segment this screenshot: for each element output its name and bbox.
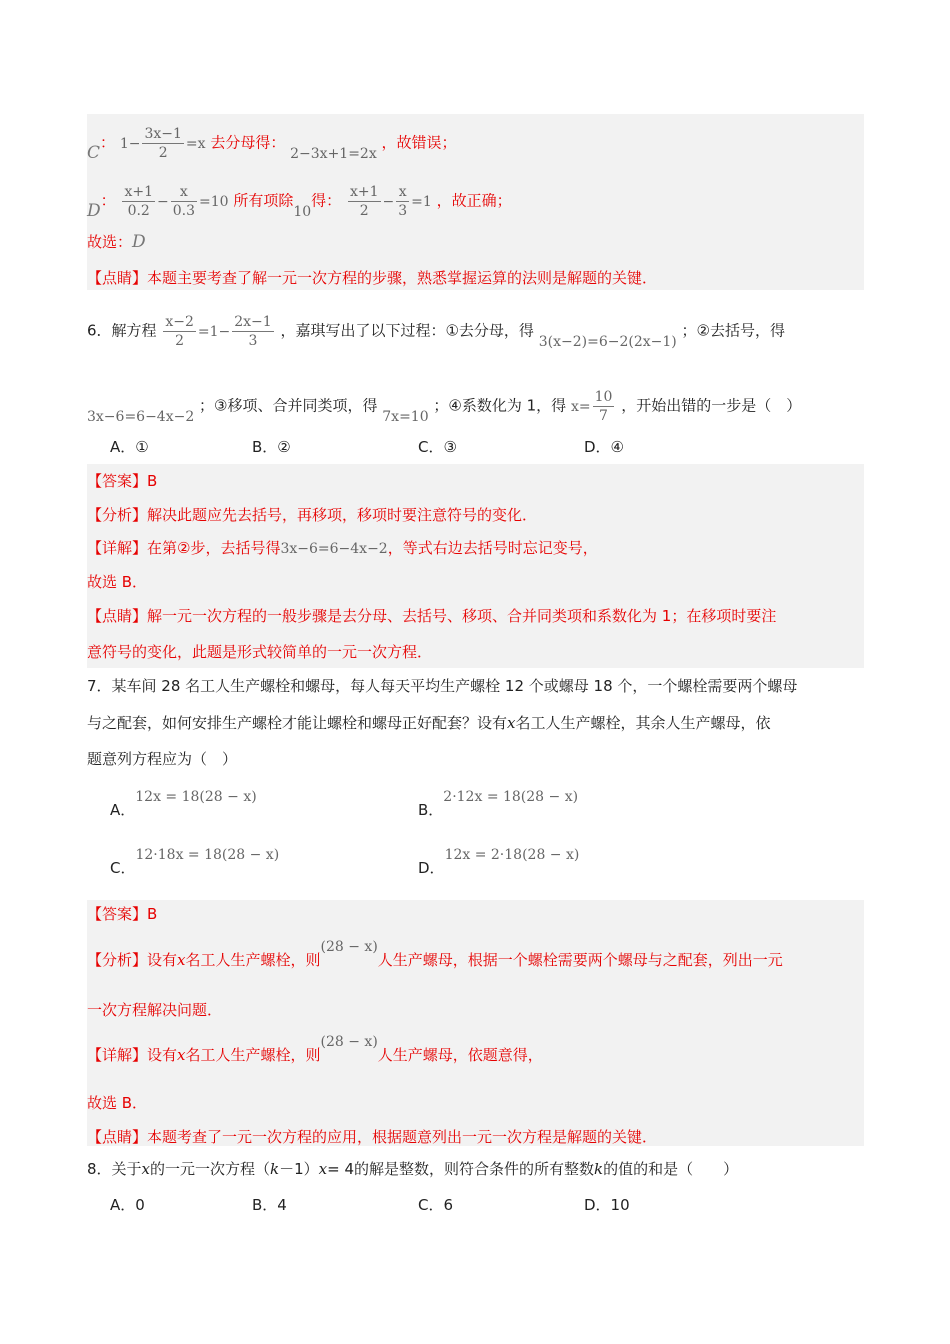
q6-review-line2: 意符号的变化，此题是形式较简单的一元一次方程． [87,643,433,661]
q8-option-b[interactable]: B．4 [252,1196,287,1214]
q7-conclusion: 故选 B． [87,1094,148,1112]
option-d-analysis: D： $\frac{x+1}{0.2}$ − $\frac{x}{0.3}$ =10 所有项除10得： $\frac{x+1}{2}$ − $\frac{x}{3}$ =1 ，故正确； [87,184,512,221]
q6-step2-equation: 3x−6=6−4x−2 [87,408,195,425]
c-label: C [87,142,101,163]
q6-option-a[interactable]: A．① [110,438,149,456]
q7-answer: 【答案】B [87,905,158,923]
solution-block-q7 [87,900,864,1146]
q6-step3-equation: 7x=10 [382,408,429,425]
solution-block-q6 [87,464,864,668]
q6-analysis: 【分析】解决此题应先去括号，再移项，移项时要注意符号的变化． [87,506,538,524]
q7-analysis-line1: 【分析】设有x名工人生产螺栓，则(28 − x)人生产螺母，根据一个螺栓需要两个螺母与之配套，列出一元 [87,939,783,969]
q6-option-c[interactable]: C．③ [418,438,457,456]
q7-stem-line3: 题意列方程应为（ ） [87,750,238,768]
q6-answer: 【答案】B [87,472,158,490]
q6-detail-equation: 3x−6=6−4x−2 [280,541,388,557]
q5-choice: 故选：D [87,232,146,252]
q6-option-b[interactable]: B．② [252,438,291,456]
q8-option-d[interactable]: D．10 [584,1196,630,1214]
c-original-equation: 1− $\frac{3x-1}{2}$ =x [119,126,206,161]
q7-option-c[interactable]: C．12·18x = 18(28 − x) [110,847,280,877]
q8-option-c[interactable]: C．6 [418,1196,454,1214]
q7-option-a[interactable]: A．12x = 18(28 − x) [110,789,257,819]
q6-review-line1: 【点睛】解一元一次方程的一般步骤是去分母、去括号、移项、合并同类项和系数化为 1；在移项时要注 [87,607,777,625]
q6-step1-equation: 3(x−2)=6−2(2x−1) [538,333,677,350]
q7-stem-line2: 与之配套，如何安排生产螺栓才能让螺栓和螺母正好配套？设有x名工人生产螺栓，其余人生产螺母，依 [87,714,771,732]
q7-option-d[interactable]: D．12x = 2·18(28 − x) [418,847,580,877]
q6-option-d[interactable]: D．④ [584,438,624,456]
q6-detail: 【详解】在第②步，去括号得3x−6=6−4x−2，等式右边去括号时忘记变号， [87,539,598,557]
d-result-equation: $\frac{x+1}{2}$ − $\frac{x}{3}$ =1 [349,184,432,219]
q6-conclusion: 故选 B． [87,573,148,591]
q7-analysis-line2: 一次方程解决问题． [87,1001,223,1019]
c-result-equation: 2−3x+1=2x [290,145,377,162]
q7-detail: 【详解】设有x名工人生产螺栓，则(28 − x)人生产螺母，依题意得， [87,1034,543,1064]
q6-step4-equation: x= $\frac{10}{7}$ [570,389,613,424]
q8-stem: 8．关于x的一元一次方程（k－1）x= 4的解是整数，则符合条件的所有整数k的值的和是（ ） [87,1160,739,1178]
q6-stem-line1: 6．解方程 $\frac{x-2}{2}$ =1− $\frac{2x-1}{3}$ ，嘉琪写出了以下过程：①去分母，得 3(x−2)=6−2(2x−1) ；②去括号，得 [87,314,785,350]
q8-option-a[interactable]: A．0 [110,1196,145,1214]
q7-review: 【点睛】本题考查了一元一次方程的应用，根据题意列出一元一次方程是解题的关键． [87,1128,658,1146]
d-original-equation: $\frac{x+1}{0.2}$ − $\frac{x}{0.3}$ =10 [124,184,229,219]
option-c-analysis: C： 1− $\frac{3x-1}{2}$ =x 去分母得： 2−3x+1=2x ，故错误； [87,126,457,163]
q7-stem-line1: 7．某车间 28 名工人生产螺栓和螺母，每人每天平均生产螺栓 12 个或螺母 18 个，一个螺栓需要两个螺母 [87,677,798,695]
q6-stem-line2: 3x−6=6−4x−2 ；③移项、合并同类项，得 7x=10 ；④系数化为 1，得 x= $\frac{10}{7}$ ，开始出错的一步是（ ） [87,389,802,425]
q7-option-b[interactable]: B．2·12x = 18(28 − x) [418,789,579,819]
q5-review: 【点睛】本题主要考查了解一元一次方程的步骤，熟悉掌握运算的法则是解题的关键． [87,269,658,287]
q6-equation: $\frac{x-2}{2}$ =1− $\frac{2x-1}{3}$ [165,314,272,349]
d-label: D [87,200,101,221]
